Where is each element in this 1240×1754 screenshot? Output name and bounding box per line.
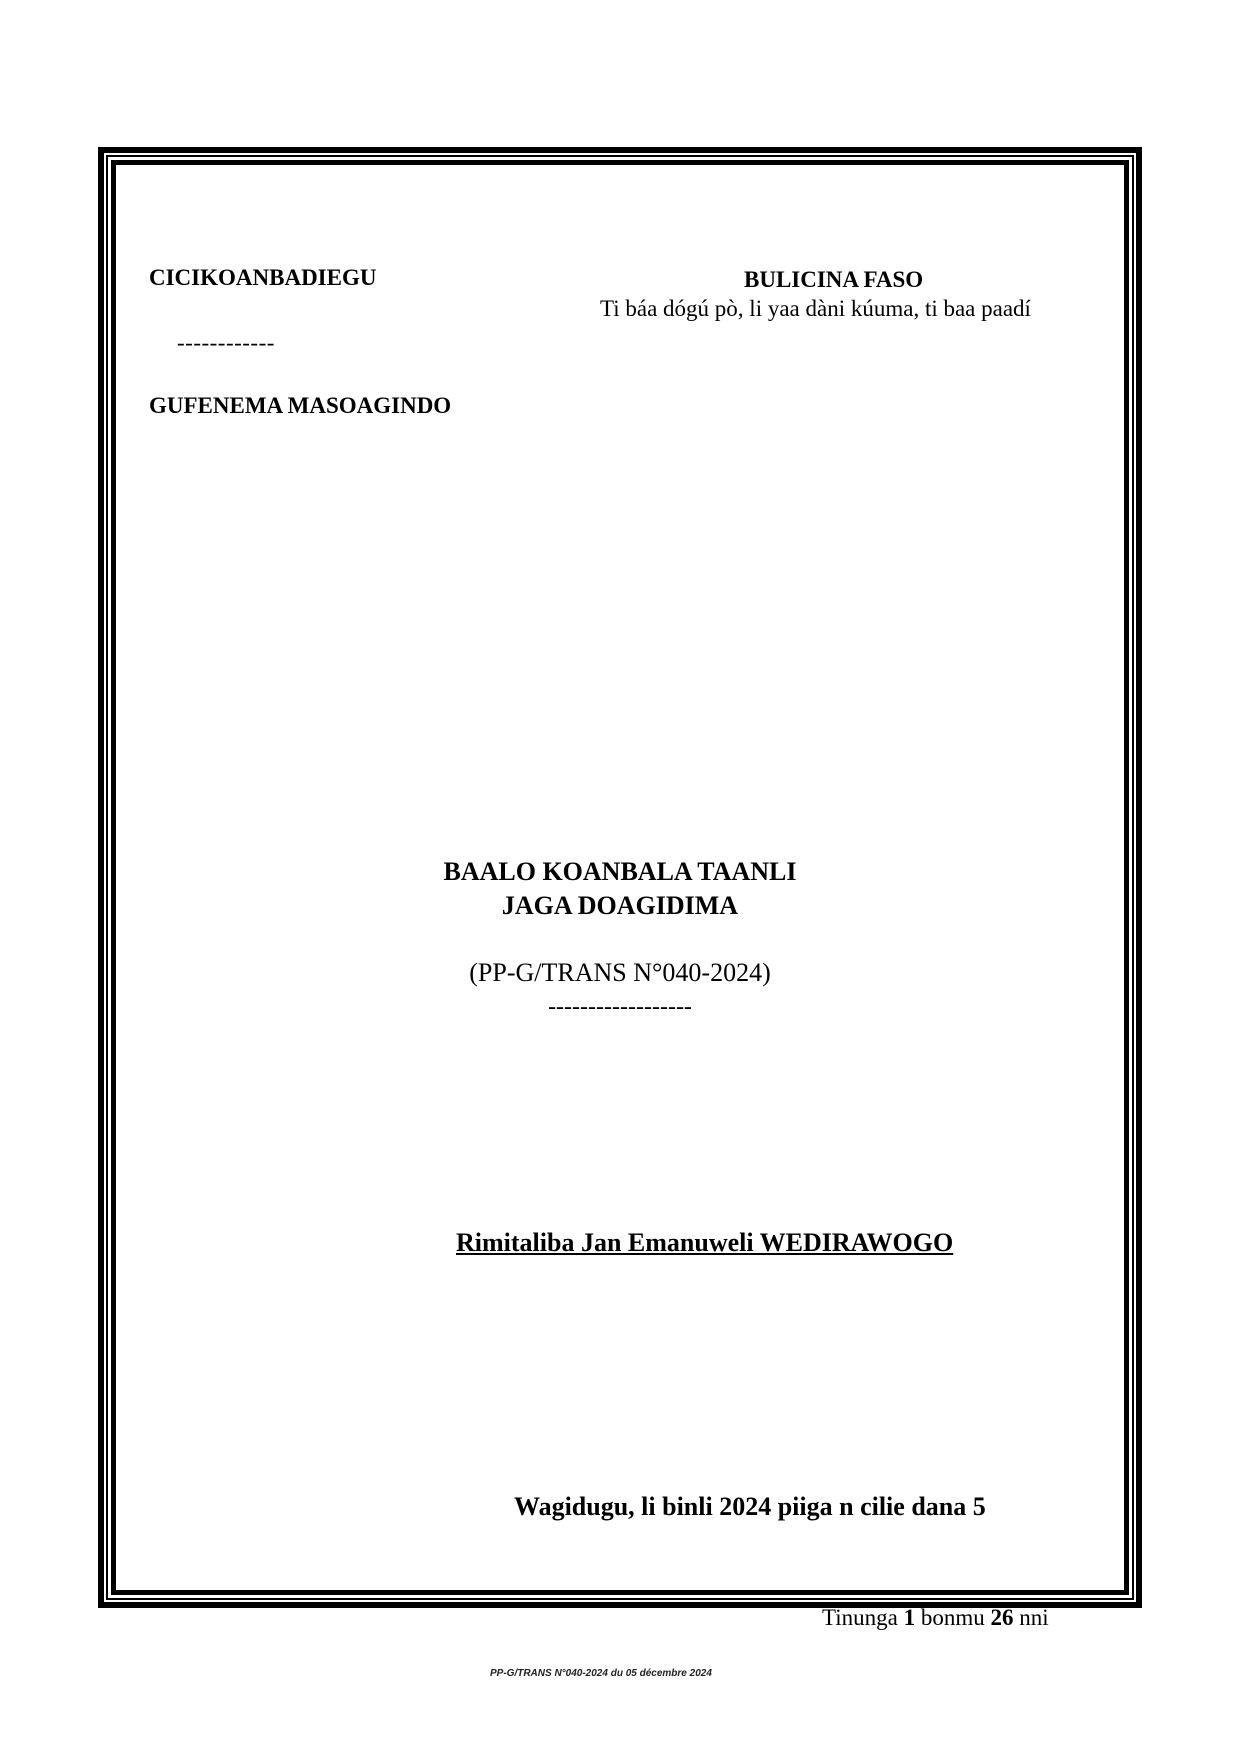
cabinet-name: GUFENEMA MASOAGINDO (149, 393, 452, 418)
page-counter-middle: bonmu (920, 1605, 985, 1630)
document-title-line2: JAGA DOAGIDIMA (501, 891, 739, 920)
national-motto: Ti báa dógú pò, li yaa dàni kúuma, ti baa paadí (600, 296, 1031, 321)
document-title-line1: BAALO KOANBALA TAANLI (443, 857, 797, 886)
place-and-date: Wagidugu, li binli 2024 piiga n cilie dana 5 (514, 1492, 986, 1521)
page-total: 26 (990, 1605, 1014, 1630)
ministry-separator: ------------ (177, 330, 275, 355)
signatory-name: Rimitaliba Jan Emanuweli WEDIRAWOGO (456, 1228, 954, 1257)
document-reference: (PP-G/TRANS N°040-2024) (469, 958, 771, 987)
ministry-name: CICIKOANBADIEGU (149, 265, 377, 290)
title-separator: ------------------ (548, 994, 692, 1020)
page-counter-prefix: Tinunga (822, 1605, 898, 1630)
country-name: BULICINA FASO (744, 267, 924, 292)
page-counter (822, 1605, 1049, 1631)
footer-reference: PP-G/TRANS N°040-2024 du 05 décembre 2024 (490, 1668, 712, 1679)
page-counter-suffix: nni (1019, 1605, 1049, 1630)
page-current: 1 (903, 1605, 916, 1630)
